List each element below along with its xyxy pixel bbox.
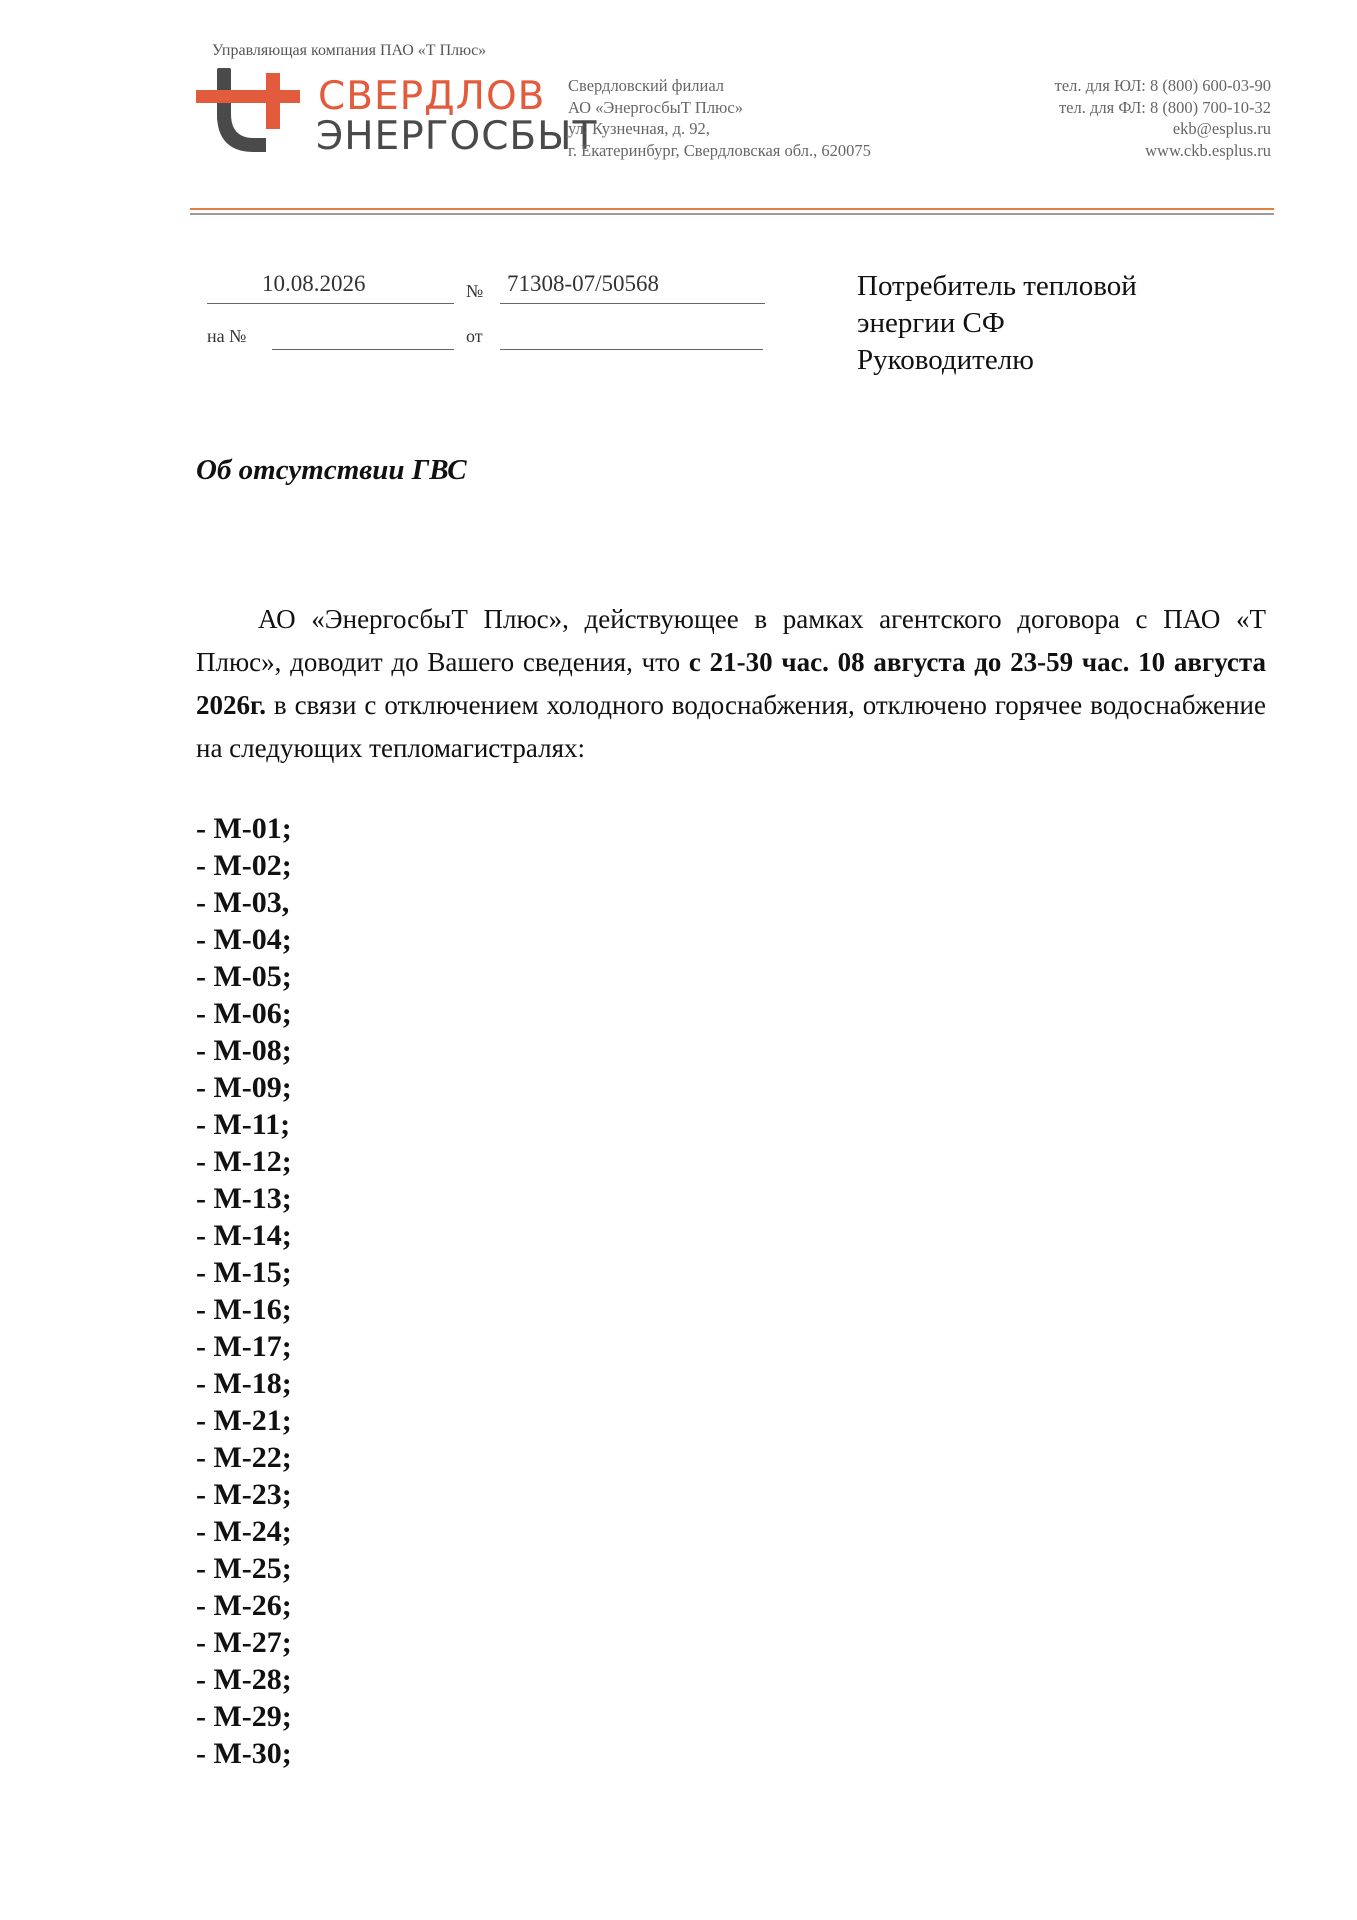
list-item: - М-15; — [196, 1256, 292, 1289]
header-divider-gray — [190, 213, 1274, 215]
from-underline — [500, 349, 763, 350]
list-item: - М-30; — [196, 1737, 292, 1770]
list-item: - М-01; — [196, 812, 292, 845]
list-item: - М-29; — [196, 1700, 292, 1733]
recipient-line: энергии СФ — [857, 307, 1005, 339]
list-item: - М-24; — [196, 1515, 292, 1548]
website-link[interactable]: www.ckb.esplus.ru — [1145, 140, 1271, 160]
branch-line: г. Екатеринбург, Свердловская обл., 620075 — [568, 140, 871, 160]
list-item: - М-28; — [196, 1663, 292, 1696]
branch-line: Свердловский филиал — [568, 76, 725, 95]
from-label: от — [466, 326, 483, 346]
date-underline — [207, 303, 454, 304]
reference-label: на № — [207, 326, 247, 346]
body-text-part-1: АО «ЭнергосбыТ Плюс», действующее в рамках агентского договора с ПАО «Т Плюс», доводит до Вашего сведения, что — [196, 604, 1266, 677]
list-item: - М-04; — [196, 923, 292, 956]
list-item: - М-17; — [196, 1330, 292, 1363]
list-item: - М-25; — [196, 1552, 292, 1585]
list-item: - М-16; — [196, 1293, 292, 1326]
list-item: - М-26; — [196, 1589, 292, 1622]
list-item: - М-14; — [196, 1219, 292, 1252]
branch-line: АО «ЭнергосбыТ Плюс» — [568, 97, 743, 117]
brand-line-1: СВЕРДЛОВ — [318, 74, 546, 119]
list-item: - М-27; — [196, 1626, 292, 1659]
header-divider-orange — [190, 208, 1274, 210]
list-item: - М-23; — [196, 1478, 292, 1511]
branch-address — [568, 75, 871, 161]
reference-underline — [272, 349, 454, 350]
list-item: - М-02; — [196, 849, 292, 882]
list-item: - М-08; — [196, 1034, 292, 1067]
letter-number: 71308-07/50568 — [507, 271, 660, 296]
list-item: - М-21; — [196, 1404, 292, 1437]
list-item: - М-09; — [196, 1071, 292, 1104]
branch-line: ул. Кузнечная, д. 92, — [568, 119, 710, 138]
recipient-line: Руководителю — [857, 344, 1034, 376]
list-item: - М-18; — [196, 1367, 292, 1400]
body-paragraph — [196, 598, 1266, 770]
phone-legal: тел. для ЮЛ: 8 (800) 600-03-90 — [1054, 76, 1271, 95]
parent-company: Управляющая компания ПАО «Т Плюс» — [212, 42, 487, 59]
heat-mains-list — [196, 810, 292, 1772]
letter-body — [196, 598, 1266, 770]
recipient-block — [857, 268, 1137, 379]
number-underline — [500, 303, 765, 304]
phone-individual: тел. для ФЛ: 8 (800) 700-10-32 — [1058, 97, 1271, 117]
list-item: - М-22; — [196, 1441, 292, 1474]
email-link[interactable]: ekb@esplus.ru — [1172, 119, 1271, 138]
recipient-line: Потребитель тепловой — [857, 270, 1137, 302]
list-item: - М-12; — [196, 1145, 292, 1178]
brand-line-2: ЭНЕРГОСБЫТ — [316, 114, 598, 159]
list-item: - М-11; — [196, 1108, 291, 1141]
letter-subject: Об отсутствии ГВС — [196, 454, 467, 486]
number-label: № — [466, 281, 484, 301]
letter-date: 10.08.2026 — [262, 271, 366, 296]
list-item: - М-05; — [196, 960, 292, 993]
outage-period: с 21-30 час. 08 августа до 23-59 час. 10 августа 2026г. — [196, 647, 1266, 720]
contact-info — [1055, 75, 1271, 161]
list-item: - М-03, — [196, 886, 290, 919]
body-text-part-2: в связи с отключением холодного водоснабжения, отключено горячее водоснабжение на следующих тепломагистралях: — [196, 690, 1266, 763]
list-item: - М-13; — [196, 1182, 292, 1215]
list-item: - М-06; — [196, 997, 292, 1030]
